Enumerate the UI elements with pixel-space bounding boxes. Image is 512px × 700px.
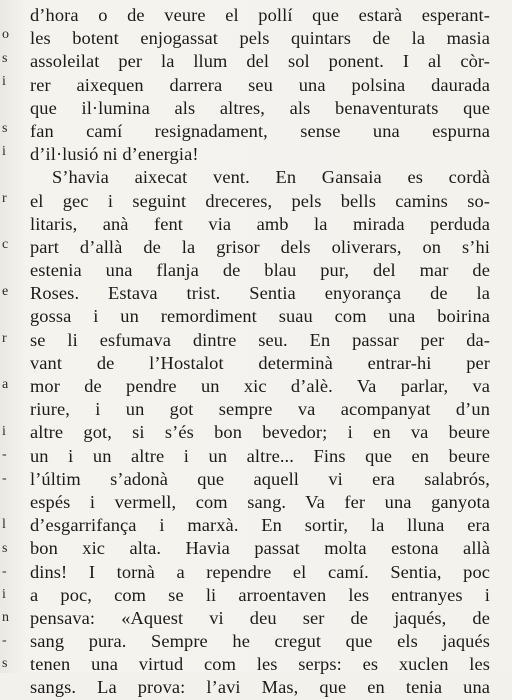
text-line: d’hora o de veure el pollí que estarà esperant- bbox=[30, 5, 490, 25]
text-line: tenen una virtud com les serps: es xuclen les bbox=[30, 654, 490, 675]
gutter-mark: i bbox=[2, 74, 6, 89]
gutter-mark: e bbox=[2, 284, 9, 299]
gutter-mark: s bbox=[2, 121, 8, 136]
gutter-mark: r bbox=[2, 191, 7, 206]
text-line: un i un altre i un altre... Fins que en beure bbox=[30, 445, 490, 466]
gutter-mark: s bbox=[2, 656, 8, 671]
text-line: altre got, si s’és bon bevedor; i en va beure bbox=[30, 422, 490, 443]
text-line: pensava: «Aquest vi deu ser de jaqués, de bbox=[30, 607, 490, 628]
gutter-mark: c bbox=[2, 237, 9, 252]
gutter-mark: i bbox=[2, 144, 6, 159]
body-text bbox=[30, 4, 490, 700]
gutter-mark: - bbox=[2, 471, 7, 486]
gutter-mark: i bbox=[2, 587, 6, 602]
text-line: estenia una flanja de blau pur, del mar de bbox=[30, 260, 490, 281]
text-line: part d’allà de la grisor dels oliverars, on s’hi bbox=[30, 236, 490, 257]
gutter-mark: s bbox=[2, 51, 8, 66]
text-line: l’últim s’adonà que aquell vi era salabrós, bbox=[30, 468, 490, 489]
text-line: gossa i un remordiment suau com una boirina bbox=[30, 306, 490, 327]
gutter-mark: - bbox=[2, 564, 7, 579]
gutter-mark: r bbox=[2, 331, 7, 346]
text-line: les botent enjogassat pels quintars de la masia bbox=[30, 28, 490, 49]
text-line: fan camí resignadament, sense una espurna bbox=[30, 120, 490, 141]
gutter-mark: a bbox=[2, 377, 9, 392]
text-line: litaris, anà fent via amb la mirada perduda bbox=[30, 213, 490, 234]
gutter-mark: s bbox=[2, 541, 8, 556]
text-line: sangs. La prova: l’avi Mas, que en tenia una bbox=[30, 677, 490, 698]
previous-column-edge bbox=[0, 0, 22, 673]
text-line: mor de pendre un xic d’alè. Va parlar, va bbox=[30, 376, 490, 396]
gutter-mark: n bbox=[2, 610, 9, 625]
text-line: a poc, com se li arroentaven les entranyes i bbox=[30, 584, 490, 605]
text-line: el gec i seguint dreceres, pels bells camins so- bbox=[30, 190, 490, 211]
text-line: que il·lumina als altres, als benaventurats que bbox=[30, 97, 490, 118]
text-line: sang pura. Sempre he cregut que els jaqués bbox=[30, 631, 490, 652]
gutter-mark: - bbox=[2, 633, 7, 648]
gutter-mark: i bbox=[2, 424, 6, 439]
gutter-mark: l bbox=[2, 517, 6, 532]
gutter-mark: o bbox=[2, 27, 9, 42]
gutter-mark: - bbox=[2, 447, 7, 462]
text-line: vant de l’Hostalot determinà entrar-hi per bbox=[30, 352, 490, 373]
text-line: dins! I tornà a rependre el camí. Sentia, poc bbox=[30, 561, 490, 582]
text-line: bon xic alta. Havia passat molta estona allà bbox=[30, 538, 490, 559]
text-line: se li esfumava dintre seu. En passar per da- bbox=[30, 329, 490, 350]
text-line: Roses. Estava trist. Sentia enyorança de la bbox=[30, 283, 490, 304]
text-line: espés i vermell, com sang. Va fer una ganyota bbox=[30, 491, 490, 512]
text-line: d’esgarrifança i marxà. En sortir, la lluna era bbox=[30, 515, 490, 536]
paragraph-start-line: S’havia aixecat vent. En Gansaia es cordà bbox=[52, 167, 490, 188]
text-line: assoleilat per la llum del sol ponent. I al còr- bbox=[30, 51, 490, 72]
text-line: riure, i un got sempre va acompanyat d’un bbox=[30, 399, 490, 420]
text-line: rer aixequen darrera seu una polsina daurada bbox=[30, 74, 490, 95]
text-line: d’il·lusió ni d’energia! bbox=[30, 144, 199, 165]
